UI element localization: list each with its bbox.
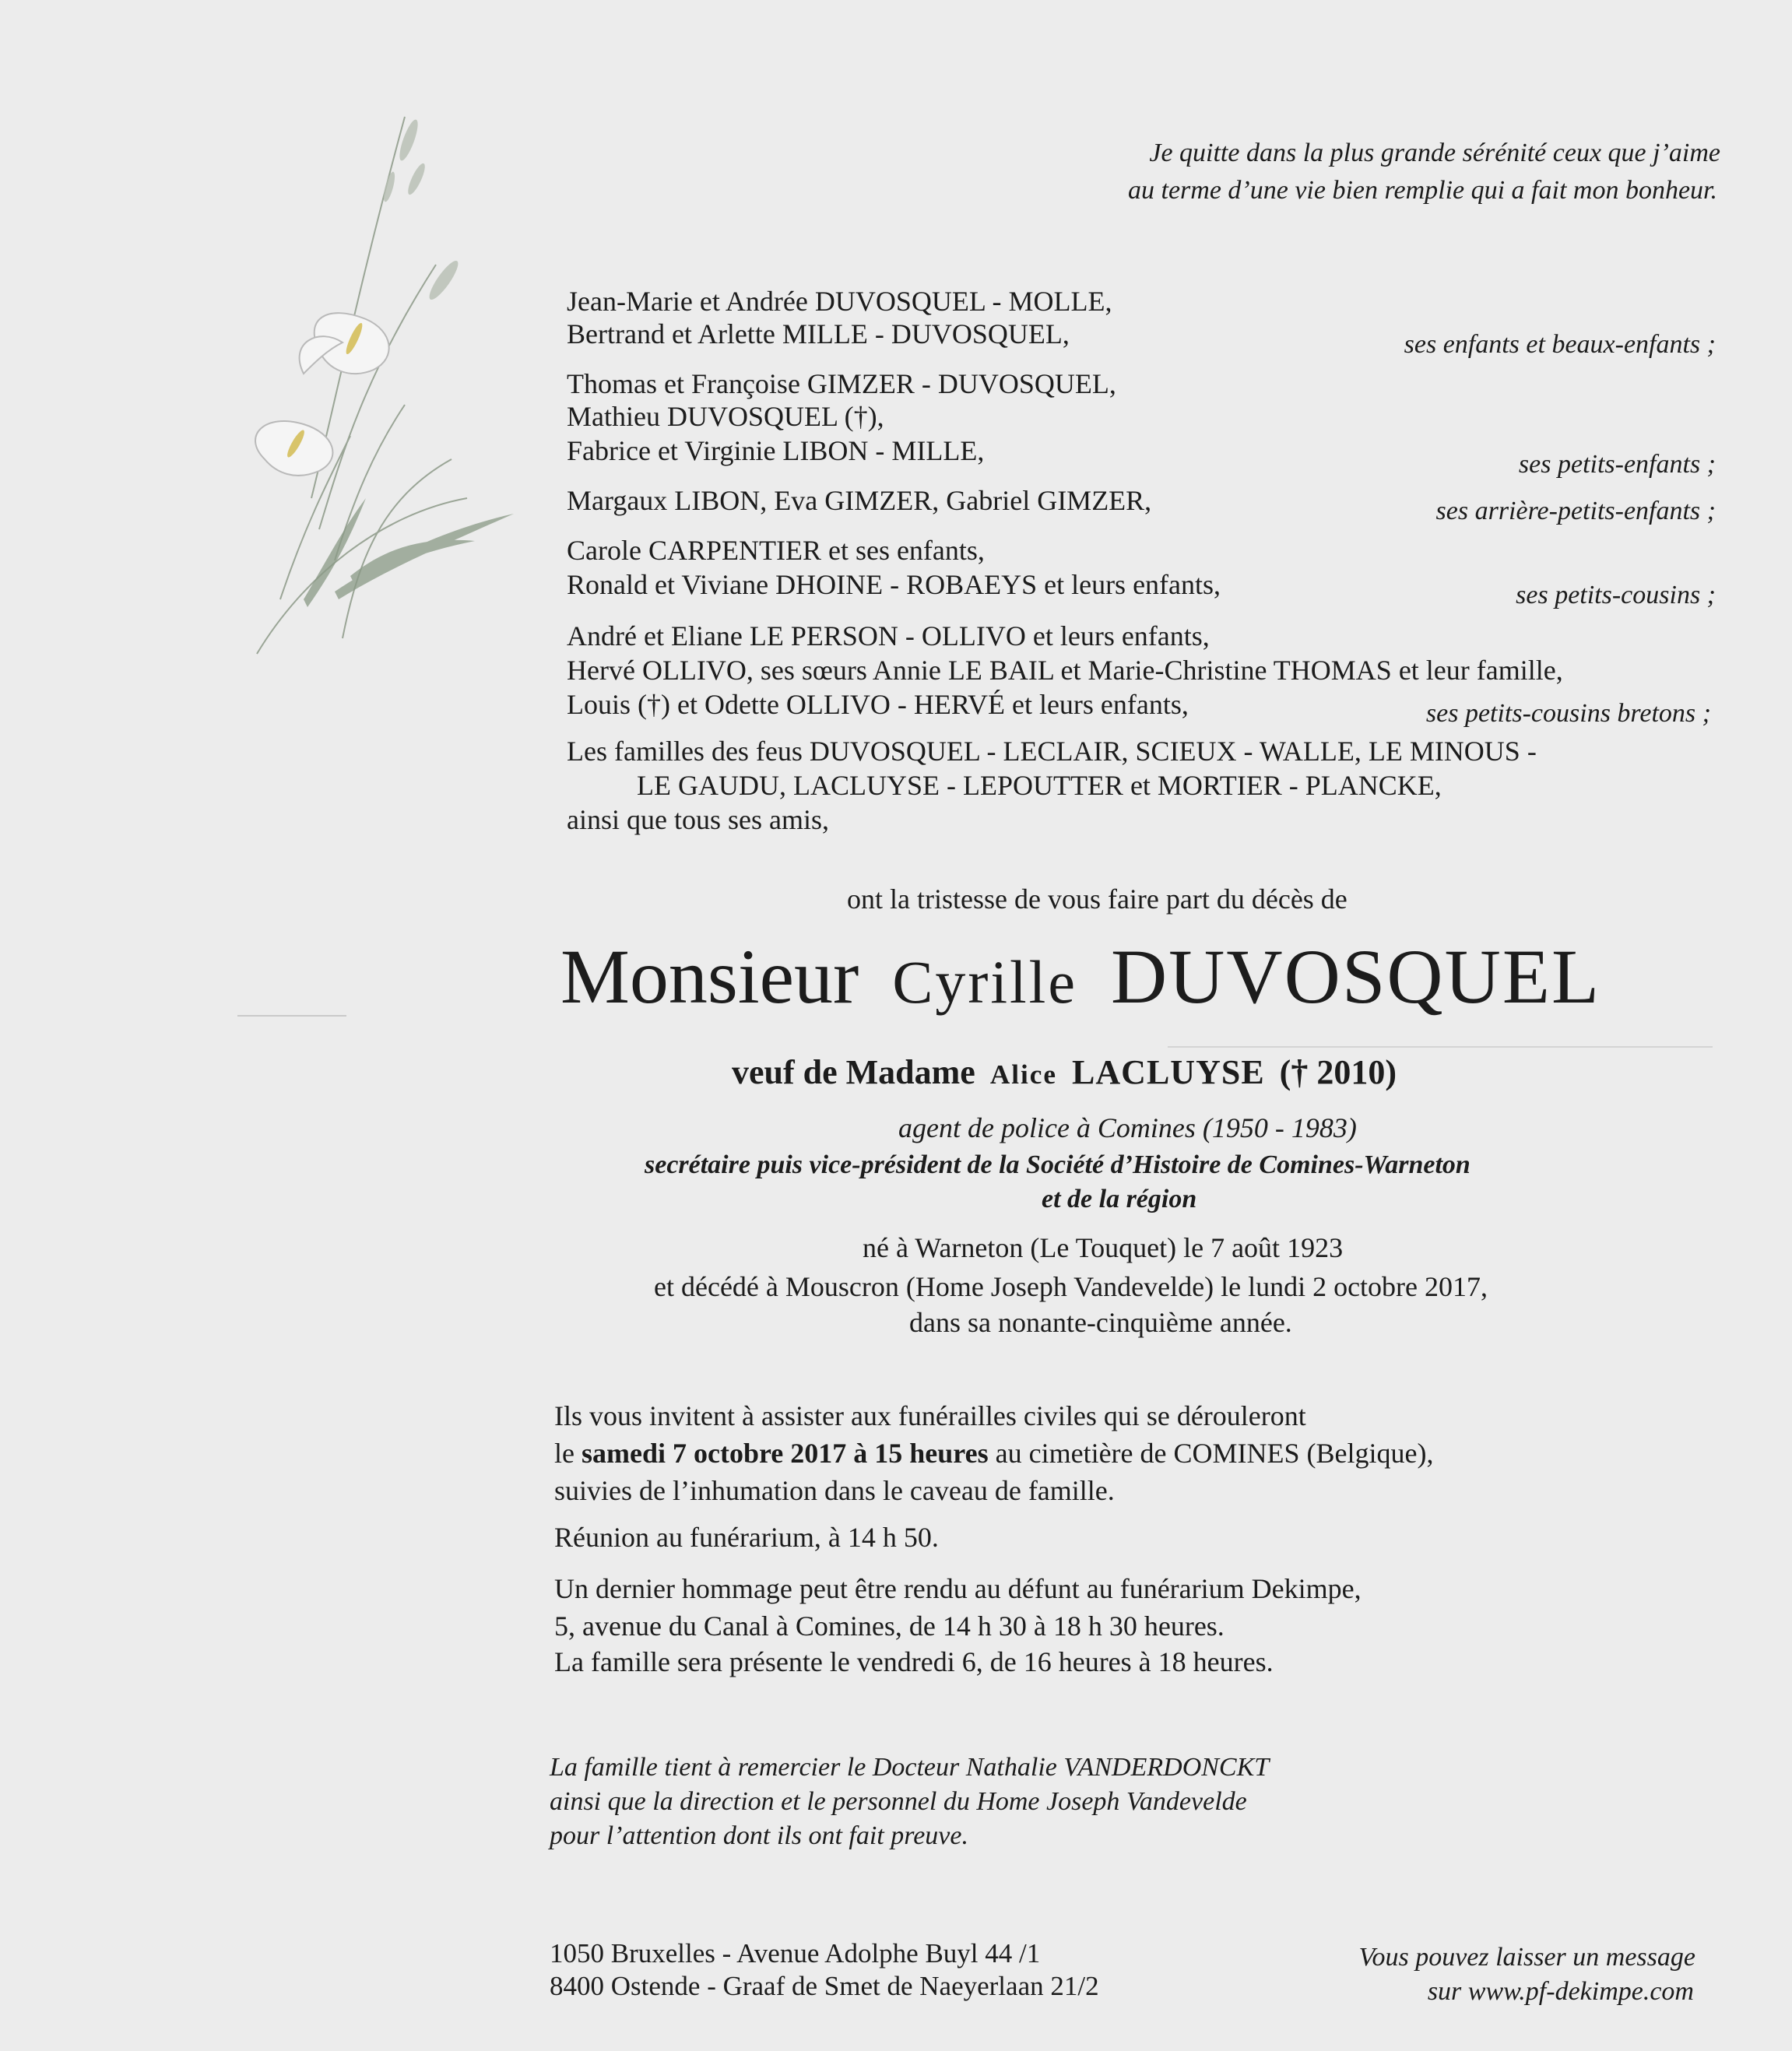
lily-illustration [210, 93, 522, 701]
fold-mark-right [1168, 1046, 1713, 1048]
family-line: Ronald et Viviane DHOINE - ROBAEYS et leurs enfants, [567, 569, 1221, 600]
relation-label: ses petits-enfants ; [1518, 450, 1716, 479]
family-line: Les familles des feus DUVOSQUEL - LECLAIR, SCIEUX - WALLE, LE MINOUS - [567, 736, 1537, 767]
deceased-name [560, 934, 1601, 1020]
career-society: secrétaire puis vice-président de la Société d’Histoire de Comines-Warneton [645, 1150, 1470, 1179]
relation-label: ses enfants et beaux-enfants ; [1404, 330, 1716, 359]
career-police: agent de police à Comines (1950 - 1983) [898, 1112, 1357, 1143]
thanks-line: La famille tient à remercier le Docteur Nathalie VANDERDONCKT [550, 1753, 1270, 1782]
address-brussels: 1050 Bruxelles - Avenue Adolphe Buyl 44 /1 [550, 1938, 1041, 1968]
widow-line [732, 1052, 1397, 1092]
relation-label: ses arrière-petits-enfants ; [1435, 497, 1716, 525]
family-line: Hervé OLLIVO, ses sœurs Annie LE BAIL et Marie-Christine THOMAS et leur famille, [567, 655, 1563, 686]
funeral-meeting: Réunion au funérarium, à 14 h 50. [554, 1522, 939, 1553]
message-line-1: Vous pouvez laisser un message [1358, 1943, 1695, 1972]
career-region: et de la région [1042, 1185, 1197, 1213]
family-line: Thomas et Françoise GIMZER - DUVOSQUEL, [567, 368, 1116, 399]
birth-line: né à Warneton (Le Touquet) le 7 août 1923 [863, 1232, 1344, 1263]
funeral-invite-line-3: suivies de l’inhumation dans le caveau de famille. [554, 1475, 1115, 1506]
death-line: et décédé à Mouscron (Home Joseph Vandevelde) le lundi 2 octobre 2017, [654, 1271, 1488, 1302]
family-line: Jean-Marie et Andrée DUVOSQUEL - MOLLE, [567, 286, 1112, 317]
family-line: Carole CARPENTIER et ses enfants, [567, 535, 985, 566]
address-ostend: 8400 Ostende - Graaf de Smet de Naeyerlaan 21/2 [550, 1971, 1099, 2001]
epigraph-line-2: au terme d’une vie bien remplie qui a fait mon bonheur. [1128, 176, 1717, 205]
family-line: Bertrand et Arlette MILLE - DUVOSQUEL, [567, 318, 1070, 349]
epigraph-line-1: Je quitte dans la plus grande sérénité ceux que j’aime [1149, 139, 1720, 167]
family-line: LE GAUDU, LACLUYSE - LEPOUTTER et MORTIER - PLANCKE, [637, 770, 1442, 801]
family-line: André et Eliane LE PERSON - OLLIVO et leurs enfants, [567, 620, 1210, 651]
funeral-invite-line-2: le samedi 7 octobre 2017 à 15 heures au cimetière de COMINES (Belgique), [554, 1438, 1434, 1469]
family-line: Margaux LIBON, Eva GIMZER, Gabriel GIMZER, [567, 485, 1152, 516]
widow-first-name: Alice [989, 1059, 1058, 1090]
fold-mark-left [237, 1015, 346, 1017]
thanks-line: pour l’attention dont ils ont fait preuve. [550, 1821, 968, 1850]
funeral-invite-line-1: Ils vous invitent à assister aux funérailles civiles qui se dérouleront [554, 1400, 1306, 1431]
widow-prefix: veuf de Madame [732, 1053, 975, 1091]
deceased-first-name: Cyrille [892, 948, 1077, 1016]
tribute-line: Un dernier hommage peut être rendu au défunt au funérarium Dekimpe, [554, 1573, 1362, 1604]
funeral-date: samedi 7 octobre 2017 à 15 heures [581, 1438, 989, 1469]
relation-label: ses petits-cousins ; [1516, 581, 1716, 609]
relation-label: ses petits-cousins bretons ; [1425, 699, 1711, 728]
family-line: Fabrice et Virginie LIBON - MILLE, [567, 435, 985, 466]
tribute-line: 5, avenue du Canal à Comines, de 14 h 30 à 18 h 30 heures. [554, 1610, 1225, 1642]
tribute-line: La famille sera présente le vendredi 6, de 16 heures à 18 heures. [554, 1646, 1274, 1677]
thanks-line: ainsi que la direction et le personnel du Home Joseph Vandevelde [550, 1787, 1247, 1816]
deceased-title: Monsieur [560, 933, 859, 1020]
announcement: ont la tristesse de vous faire part du décès de [847, 883, 1348, 915]
widow-death-year: († 2010) [1279, 1053, 1397, 1091]
message-line-2: sur www.pf-dekimpe.com [1427, 1977, 1694, 2006]
widow-last-name: LACLUYSE [1072, 1053, 1265, 1091]
deceased-last-name: DUVOSQUEL [1110, 933, 1601, 1020]
family-line: ainsi que tous ses amis, [567, 804, 829, 835]
age-line: dans sa nonante-cinquième année. [909, 1307, 1292, 1338]
family-line: Louis (†) et Odette OLLIVO - HERVÉ et leurs enfants, [567, 689, 1189, 720]
family-line: Mathieu DUVOSQUEL (†), [567, 401, 884, 432]
